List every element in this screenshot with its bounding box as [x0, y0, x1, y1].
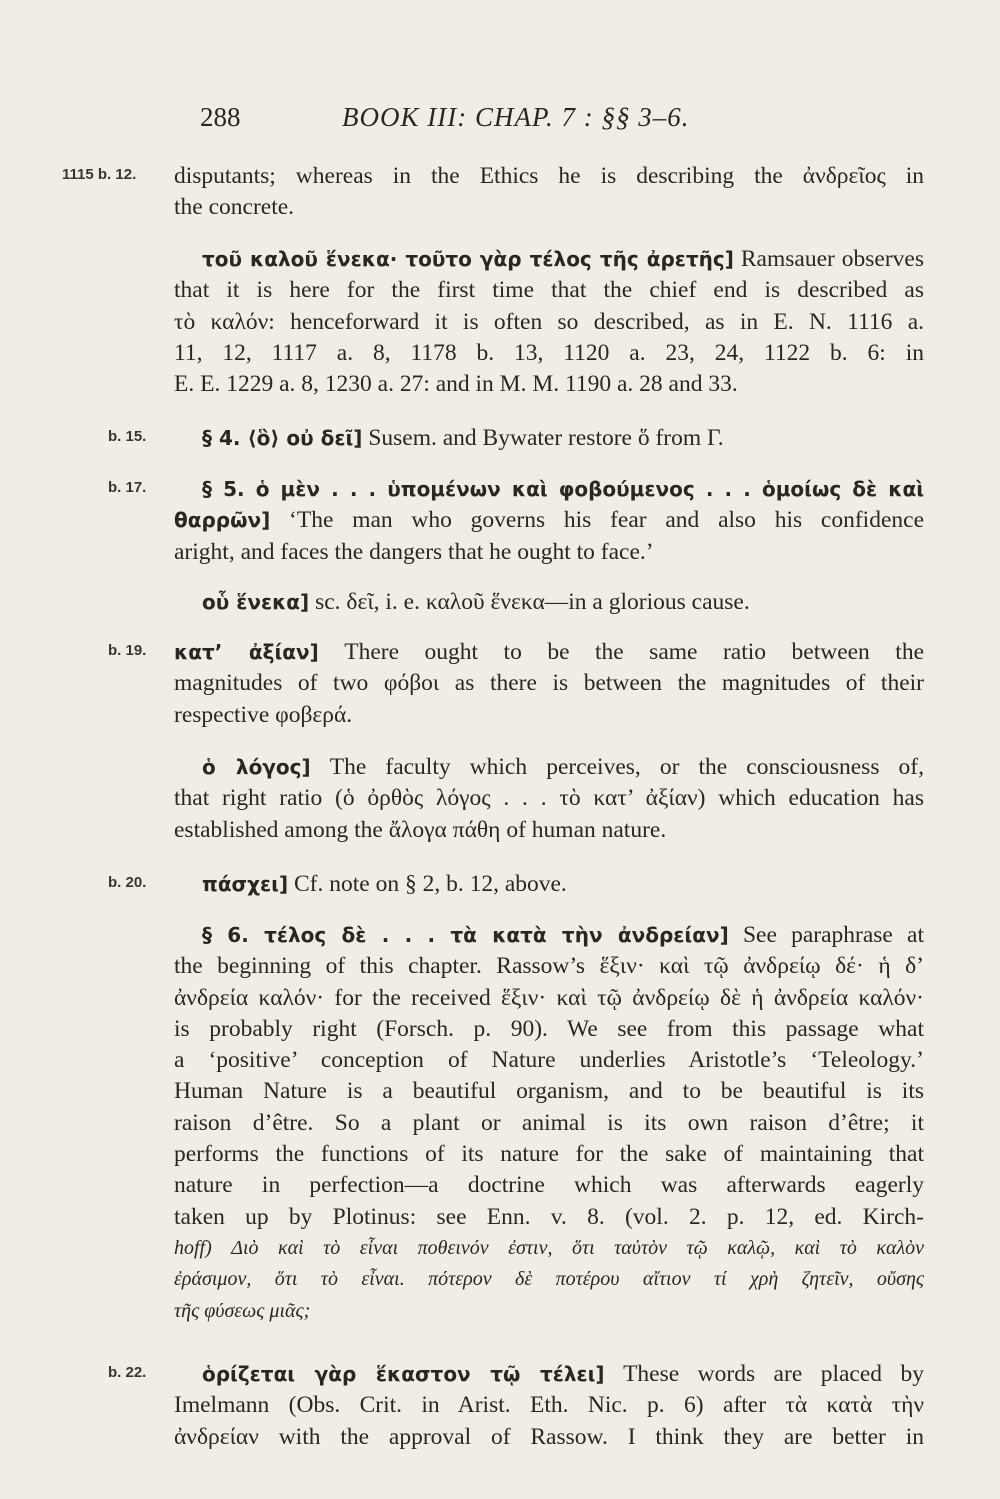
text-line: aright, and faces the dangers that he ought to face.’ [174, 538, 654, 565]
text-line: ‘The man who governs his fear and also his confidence [289, 507, 924, 534]
page-number: 288 [200, 102, 241, 132]
note-continuation [174, 161, 924, 224]
note-kat-axian [174, 637, 924, 731]
text-line: disputants; whereas in the Ethics he is describing the ἀνδρεῖος in [174, 163, 924, 189]
margin-ref-1115b12: 1115 b. 12. [62, 166, 137, 183]
text-line: raison d’être. So a plant or animal is its own raison d’être; it [174, 1109, 924, 1136]
text-line: Cf. note on § 2, b. 12, above. [293, 871, 567, 897]
text-line: Susem. and Bywater restore ὅ from Γ. [368, 425, 724, 451]
text-line: There ought to be the same ratio between the [344, 639, 925, 665]
margin-ref-b19: b. 19. [108, 642, 147, 659]
text-line: E. E. 1229 a. 8, 1230 a. 27: and in M. M. 1190 a. 28 and 33. [174, 371, 738, 398]
note-hou-heneka [174, 587, 924, 618]
lemma: τοῦ καλοῦ ἕνεκα· τοῦτο γὰρ τέλος τῆς ἀρετῆς] [202, 247, 734, 271]
text-line: See paraphrase at [742, 922, 925, 948]
text-line: ἀνδρείαν with the approval of Rassow. I think they are better in [174, 1423, 924, 1450]
text-line: a ‘positive’ conception of Nature underlies Aristotle’s ‘Teleology.’ [174, 1047, 924, 1074]
text-line: sc. δεῖ, i. e. καλοῦ ἕνεκα—in a glorious cause. [315, 589, 750, 615]
text-line: Human Nature is a beautiful organism, and to be beautiful is its [174, 1078, 924, 1105]
text-line: magnitudes of two φόβοι as there is between the magnitudes of their [174, 670, 924, 697]
text-line: Ramsauer observes [740, 246, 924, 272]
text-line: The faculty which perceives, or the consciousness of, [329, 754, 924, 780]
lemma: οὗ ἕνεκα] [202, 590, 310, 614]
note-ho-logos [174, 752, 924, 846]
lemma: κατ’ ἀξίαν] [174, 640, 319, 664]
lemma: θαρρῶν] [174, 508, 271, 533]
text-line: 11, 12, 1117 a. 8, 1178 b. 13, 1120 a. 23, 24, 1122 b. 6: in [174, 339, 924, 366]
greek-quote-line: hoff) Διὸ καὶ τὸ εἶναι ποθεινόν ἐστιν, ὅτι ταὐτὸν τῷ καλῷ, καὶ τὸ καλὸν [174, 1236, 924, 1259]
text-line: respective φοβερά. [174, 701, 353, 728]
text-line: ἀνδρεία καλόν· for the received ἕξιν· καὶ τῷ ἀνδρείῳ δὲ ἡ ἀνδρεία καλόν· [174, 984, 924, 1011]
text-line: τὸ καλόν: henceforward it is often so described, as in E. N. 1116 a. [174, 308, 924, 335]
note-section-6 [174, 920, 924, 1327]
note-tou-kalou [174, 244, 924, 400]
margin-ref-b22: b. 22. [108, 1364, 147, 1381]
greek-quote-line: ἐράσιμον, ὅτι τὸ εἶναι. πότερον δὲ ποτέρου αἴτιον τί χρὴ ζητεῖν, οὔσης [174, 1268, 924, 1291]
note-paschei [174, 869, 924, 900]
note-section-4 [174, 423, 924, 454]
text-line: taken up by Plotinus: see Enn. v. 8. (vol. 2. p. 12, ed. Kirch- [174, 1203, 924, 1230]
lemma: § 6. τέλος δὲ . . . τὰ κατὰ τὴν ἀνδρείαν] [202, 923, 729, 947]
text-line: that it is here for the first time that the chief end is described as [174, 277, 924, 304]
text-line: established among the ἄλογα πάθη of human nature. [174, 816, 667, 843]
margin-ref-b20: b. 20. [108, 874, 147, 891]
text-line: Imelmann (Obs. Crit. in Arist. Eth. Nic. p. 6) after τὰ κατὰ τὴν [174, 1392, 924, 1419]
text-line: that right ratio (ὁ ὀρθὸς λόγος . . . τὸ κατ’ ἀξίαν) which education has [174, 785, 924, 812]
text-line: is probably right (Forsch. p. 90). We see from this passage what [174, 1015, 924, 1042]
lemma: ὁρίζεται γὰρ ἕκαστον τῷ τέλει] [202, 1362, 605, 1386]
text-line: the concrete. [174, 194, 295, 221]
lemma: πάσχει] [202, 872, 289, 896]
note-section-5 [174, 474, 924, 568]
running-title: BOOK III: CHAP. 7 : §§ 3–6. [342, 102, 690, 132]
lemma: ὁ λόγος] [202, 755, 311, 779]
margin-ref-b15: b. 15. [108, 428, 147, 445]
margin-ref-b17: b. 17. [108, 479, 147, 496]
text-line: performs the functions of its nature for the sake of maintaining that [174, 1141, 924, 1168]
note-horizetai [174, 1359, 924, 1453]
text-line: the beginning of this chapter. Rassow’s ἕξιν· καὶ τῷ ἀνδρείῳ δέ· ἡ δ’ [174, 953, 924, 980]
lemma: § 5. ὁ μὲν . . . ὑπομένων καὶ φοβούμενος . . . ὁμοίως δὲ καὶ [202, 477, 924, 501]
lemma: § 4. ⟨ὃ⟩ οὐ δεῖ] [202, 426, 363, 450]
greek-quote-line: τῆς φύσεως μιᾶς; [174, 1299, 311, 1322]
text-line: nature in perfection—a doctrine which was afterwards eagerly [174, 1172, 924, 1199]
text-line: These words are placed by [623, 1361, 925, 1387]
